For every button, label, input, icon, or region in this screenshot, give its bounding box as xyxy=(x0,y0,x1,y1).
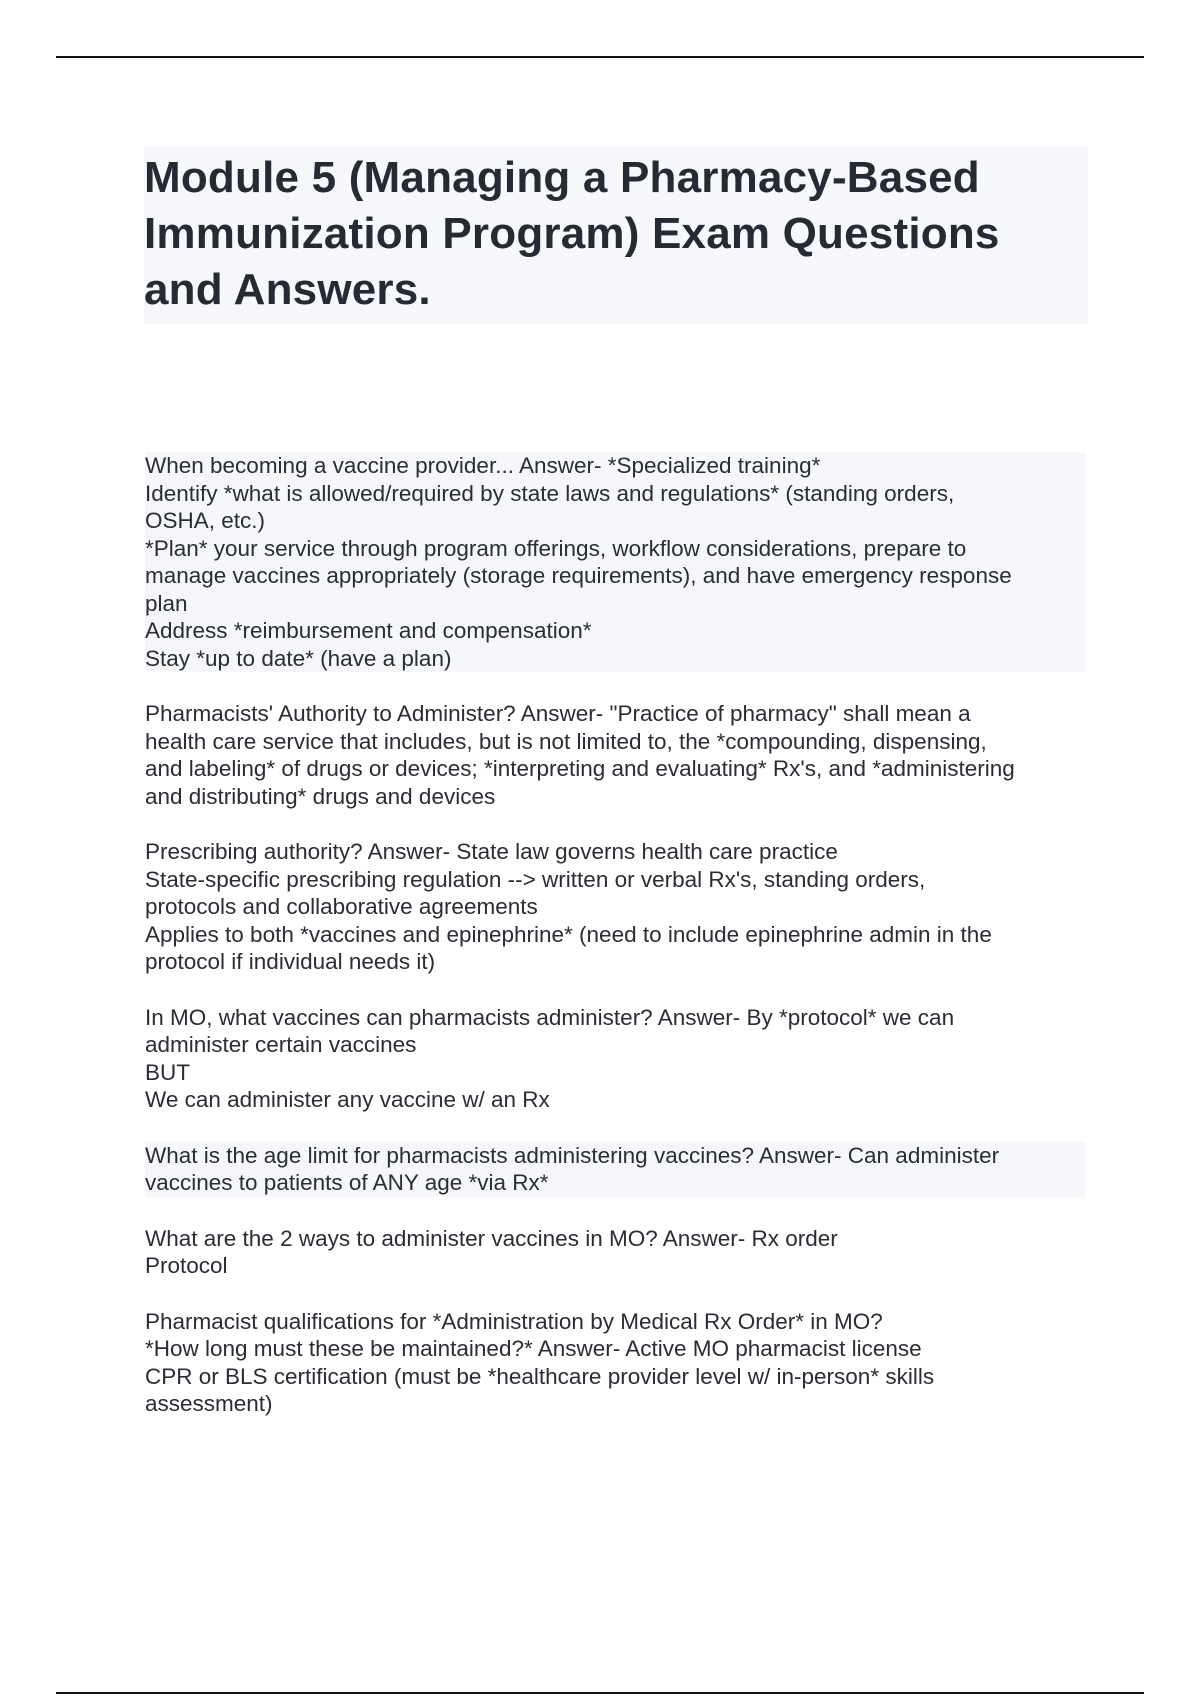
qa-line: Pharmacist qualifications for *Administration by Medical Rx Order* in MO? xyxy=(145,1308,883,1334)
qa-line: Stay *up to date* (have a plan) xyxy=(145,645,1085,673)
qa-line: Applies to both *vaccines and epinephrine* (need to include epinephrine admin in the xyxy=(145,921,992,947)
bottom-rule xyxy=(56,1692,1144,1694)
qa-line: Pharmacists' Authority to Administer? Answer- "Practice of pharmacy" shall mean a xyxy=(145,701,971,726)
qa-line: protocol if individual needs it) xyxy=(145,949,436,974)
title-line: and Answers. xyxy=(144,265,431,314)
qa-line: and distributing* drugs and devices xyxy=(145,783,496,809)
qa-line: assessment) xyxy=(145,1391,273,1416)
qa-line: We can administer any vaccine w/ an Rx xyxy=(145,1087,550,1112)
qa-line: OSHA, etc.) xyxy=(145,507,1085,535)
qa-line: In MO, what vaccines can pharmacists administer? Answer- By *protocol* we can xyxy=(145,1004,955,1030)
qa-item xyxy=(145,452,1085,672)
qa-item xyxy=(145,1004,1085,1114)
qa-item xyxy=(145,1142,1085,1197)
qa-line: Prescribing authority? Answer- State law governs health care practice xyxy=(145,839,838,864)
title-block xyxy=(144,146,1088,324)
top-rule xyxy=(56,56,1144,58)
title-line: Immunization Program) Exam Questions xyxy=(144,209,1000,258)
qa-line: health care service that includes, but is not limited to, the *compounding, dispensing, xyxy=(145,728,987,754)
qa-line: plan xyxy=(145,590,1085,618)
qa-item xyxy=(145,838,1085,976)
qa-content xyxy=(145,452,1085,1446)
qa-line: What are the 2 ways to administer vaccines in MO? Answer- Rx order xyxy=(145,1225,838,1251)
qa-line: and labeling* of drugs or devices; *interpreting and evaluating* Rx's, and *administering xyxy=(145,756,1015,781)
qa-line: Address *reimbursement and compensation* xyxy=(145,617,1085,645)
qa-line: protocols and collaborative agreements xyxy=(145,894,538,919)
qa-item xyxy=(145,1308,1085,1418)
document-title xyxy=(144,150,1088,318)
qa-line: vaccines to patients of ANY age *via Rx* xyxy=(145,1169,1085,1197)
qa-line: State-specific prescribing regulation --> written or verbal Rx's, standing orders, xyxy=(145,866,926,892)
qa-line: CPR or BLS certification (must be *healthcare provider level w/ in-person* skills xyxy=(145,1363,935,1389)
qa-line: Protocol xyxy=(145,1253,228,1278)
qa-item xyxy=(145,700,1085,810)
qa-line: manage vaccines appropriately (storage requirements), and have emergency response xyxy=(145,562,1085,590)
qa-line: What is the age limit for pharmacists administering vaccines? Answer- Can administer xyxy=(145,1142,1085,1170)
qa-line: *Plan* your service through program offerings, workflow considerations, prepare to xyxy=(145,535,1085,563)
qa-line: Identify *what is allowed/required by state laws and regulations* (standing orders, xyxy=(145,480,1085,508)
qa-line: When becoming a vaccine provider... Answer- *Specialized training* xyxy=(145,452,1085,480)
qa-line: *How long must these be maintained?* Answer- Active MO pharmacist license xyxy=(145,1336,922,1361)
qa-line: BUT xyxy=(145,1059,190,1085)
qa-item xyxy=(145,1225,1085,1280)
title-line: Module 5 (Managing a Pharmacy-Based xyxy=(144,153,980,202)
qa-line: administer certain vaccines xyxy=(145,1032,417,1057)
